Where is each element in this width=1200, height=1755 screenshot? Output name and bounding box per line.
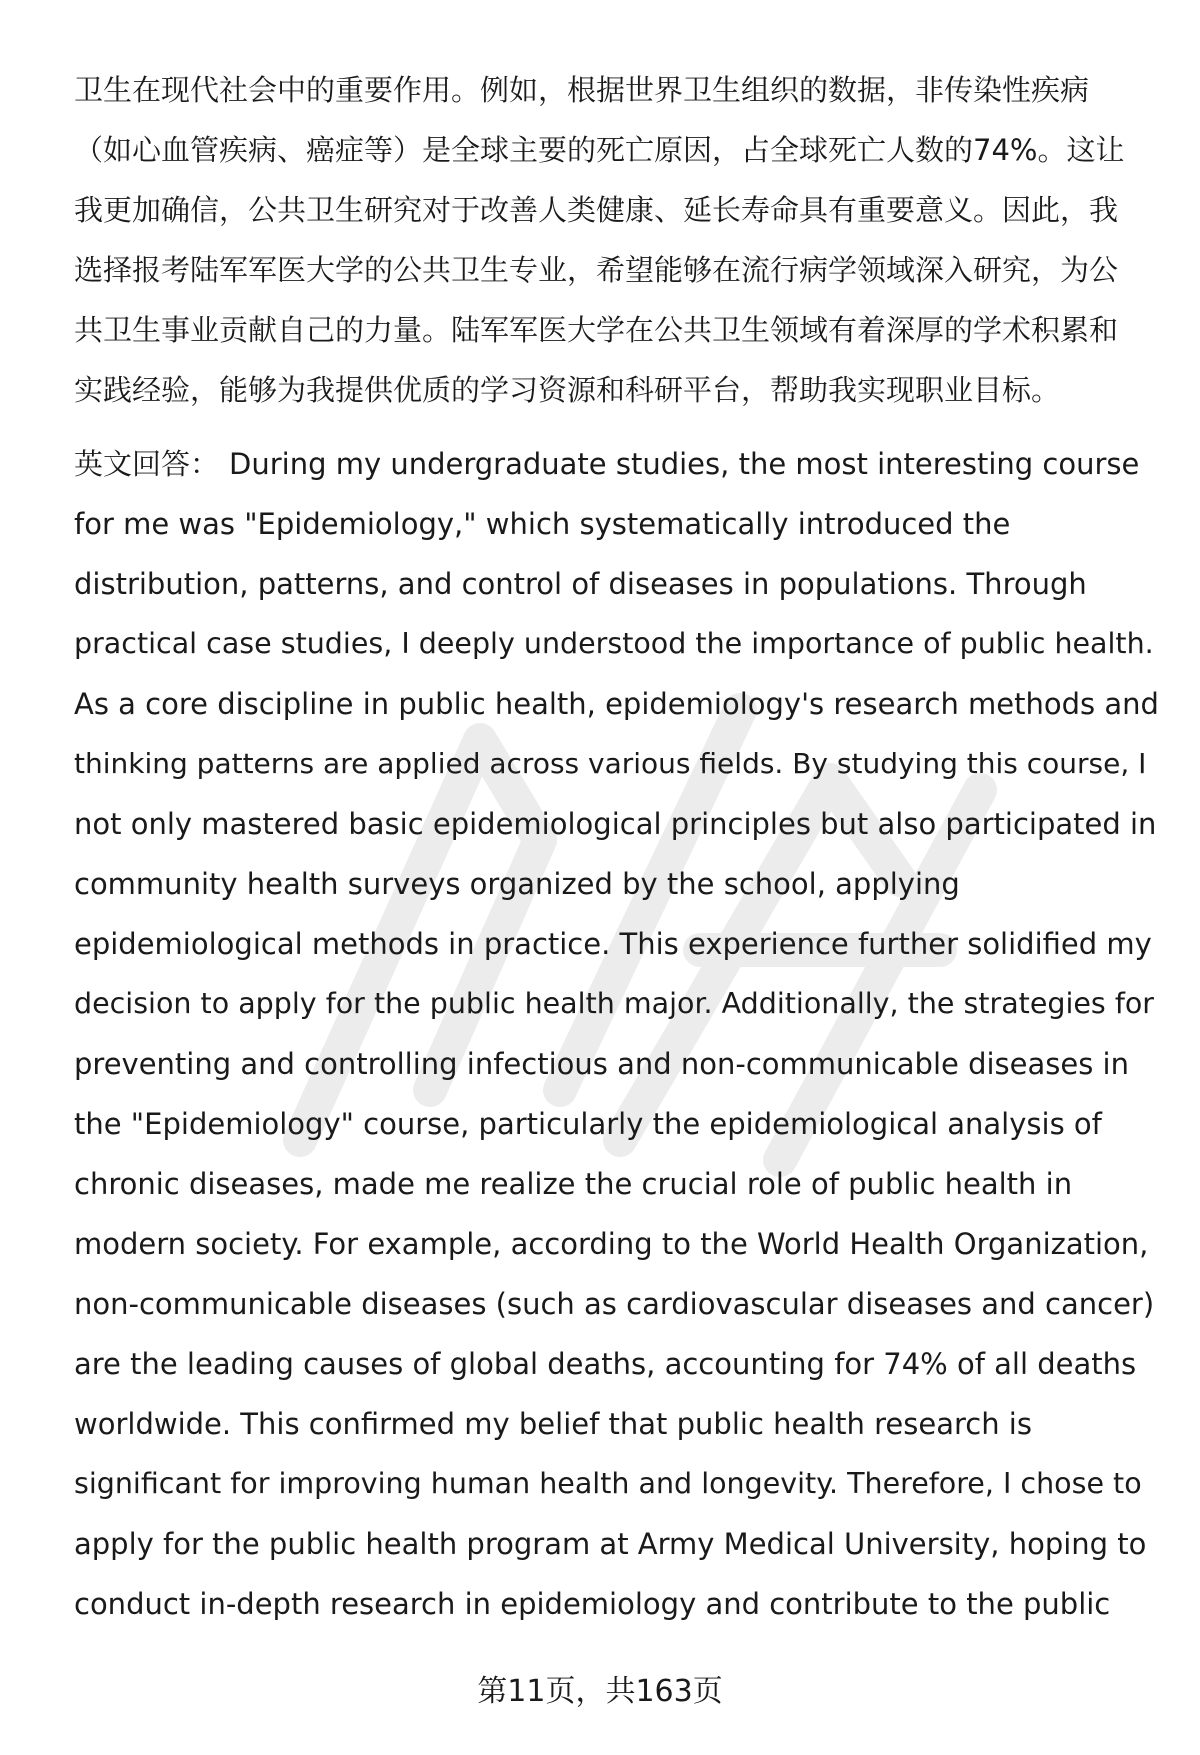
text-line bbox=[74, 434, 1159, 494]
text-line: 共卫生事业贡献自己的力量。陆军军医大学在公共卫生领域有着深厚的学术积累和 bbox=[74, 313, 1119, 347]
text-line: the "Epidemiology" course, particularly the epidemiological analysis of bbox=[74, 1107, 1102, 1141]
text-line: conduct in-depth research in epidemiology and contribute to the public bbox=[74, 1587, 1111, 1621]
document-body bbox=[74, 60, 1159, 1634]
text-line: 实践经验，能够为我提供优质的学习资源和科研平台，帮助我实现职业目标。 bbox=[74, 373, 1061, 407]
english-answer-paragraph bbox=[74, 434, 1159, 1634]
text-line: are the leading causes of global deaths, accounting for 74% of all deaths bbox=[74, 1347, 1137, 1381]
text-line: chronic diseases, made me realize the crucial role of public health in bbox=[74, 1167, 1073, 1201]
text-line: significant for improving human health and longevity. Therefore, I chose to bbox=[74, 1467, 1142, 1500]
english-answer-label: 英文回答： bbox=[74, 447, 220, 481]
text-line: practical case studies, I deeply understood the importance of public health. bbox=[74, 627, 1154, 660]
text-line: for me was "Epidemiology," which systematically introduced the bbox=[74, 507, 1011, 541]
text-line: epidemiological methods in practice. This experience further solidified my bbox=[74, 927, 1152, 961]
text-line: preventing and controlling infectious and non-communicable diseases in bbox=[74, 1047, 1129, 1081]
text-line: not only mastered basic epidemiological principles but also participated in bbox=[74, 807, 1157, 841]
text-line: 我更加确信，公共卫生研究对于改善人类健康、延长寿命具有重要意义。因此，我 bbox=[74, 193, 1119, 227]
text-line: decision to apply for the public health major. Additionally, the strategies for bbox=[74, 987, 1155, 1020]
text-line-content: During my undergraduate studies, the most interesting course bbox=[229, 447, 1140, 481]
text-line: modern society. For example, according to the World Health Organization, bbox=[74, 1227, 1149, 1261]
text-line: thinking patterns are applied across various fields. By studying this course, I bbox=[74, 747, 1147, 780]
text-line: （如心血管疾病、癌症等）是全球主要的死亡原因，占全球死亡人数的74%。这让 bbox=[74, 133, 1125, 167]
text-line: non-communicable diseases (such as cardiovascular diseases and cancer) bbox=[74, 1287, 1155, 1321]
text-line: 卫生在现代社会中的重要作用。例如，根据世界卫生组织的数据，非传染性疾病 bbox=[74, 73, 1090, 107]
text-line: community health surveys organized by the school, applying bbox=[74, 867, 960, 901]
text-line: distribution, patterns, and control of diseases in populations. Through bbox=[74, 567, 1087, 601]
text-line: As a core discipline in public health, epidemiology's research methods and bbox=[74, 687, 1159, 721]
page-number-footer: 第11页，共163页 bbox=[477, 1674, 723, 1709]
chinese-answer-paragraph bbox=[74, 60, 1159, 420]
text-line: 选择报考陆军军医大学的公共卫生专业，希望能够在流行病学领域深入研究，为公 bbox=[74, 253, 1119, 287]
text-line: apply for the public health program at Army Medical University, hoping to bbox=[74, 1527, 1147, 1561]
text-line: worldwide. This confirmed my belief that public health research is bbox=[74, 1407, 1032, 1441]
